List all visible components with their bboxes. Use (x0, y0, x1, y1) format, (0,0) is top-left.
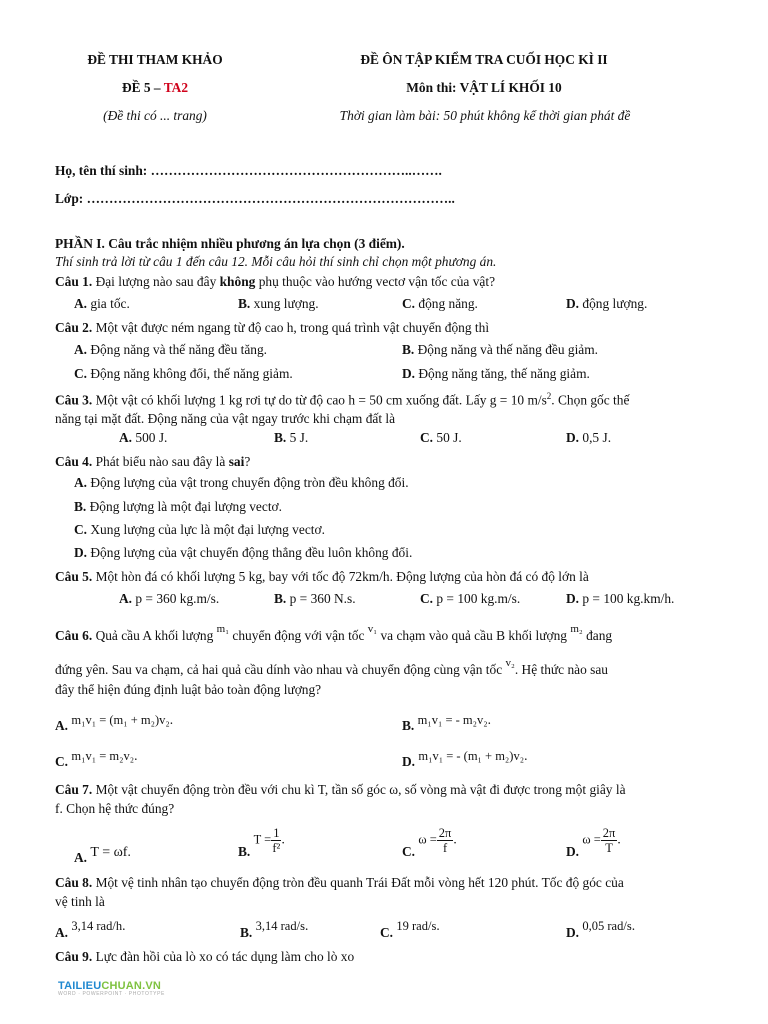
question-2: Câu 2. Một vật được ném ngang từ độ cao h, trong quá trình vật chuyển động thì (55, 320, 490, 335)
question-7: Câu 7. Một vật chuyển động tròn đều với chu kì T, tần số góc ω, số vòng mà vật đi được trong một giây là f. Chọn hệ thức đúng? (55, 782, 626, 816)
site-logo: TAILIEUCHUAN.VN WORD · POWERPOINT · PHOTOTYPE (58, 980, 165, 997)
question-8: Câu 8. Một vệ tinh nhân tạo chuyển động tròn đều quanh Trái Đất mỗi vòng hết 120 phút. Tốc độ góc của vệ tinh là (55, 875, 624, 909)
q3-option-b: B. 5 J. (274, 430, 309, 445)
q6-option-d: D. m₁v₁ = - (m₁ + m₂)v₂. (402, 748, 528, 769)
q8-option-d: D. 0,05 rad/s. (566, 918, 636, 940)
q4-option-b: B. Động lượng là một đại lượng vectơ. (74, 499, 282, 514)
q7-option-d: D. ω = $\frac{2\pi}{T}$ . (566, 826, 621, 859)
question-1: Câu 1. Đại lượng nào sau đây không phụ thuộc vào hướng vectơ vận tốc của vật? (55, 274, 496, 289)
q2-option-b: B. Động năng và thế năng đều giảm. (402, 342, 598, 357)
q5-option-a: A. p = 360 kg.m/s. (119, 591, 220, 606)
question-6-line3: đây thể hiện đúng định luật bảo toàn động lượng? (55, 682, 322, 697)
question-4: Câu 4. Phát biểu nào sau đây là sai? (55, 454, 251, 469)
q8-option-c: C. 19 rad/s. (380, 918, 440, 940)
q4-option-d: D. Động lượng của vật chuyển động thẳng đều luôn không đổi. (74, 545, 413, 560)
part1-instruction: Thí sinh trả lời từ câu 1 đến câu 12. Mỗi câu hỏi thí sinh chỉ chọn một phương án. (55, 254, 497, 269)
question-6-line1: Câu 6. Quả cầu A khối lượng $^{m_1}$ chuyển động với vận tốc $^{v_1}$ va chạm vào quả cầu B khối lượng $^{m_2}$ đang (55, 623, 613, 643)
exam-title: ĐỀ ÔN TẬP KIỂM TRA CUỐI HỌC KÌ II (360, 52, 608, 67)
q6-option-a: A. m₁v₁ = (m₁ + m₂)v₂. (55, 712, 174, 733)
q5-option-d: D. p = 100 kg.km/h. (566, 591, 675, 606)
q3-option-a: A. 500 J. (119, 430, 168, 445)
question-5: Câu 5. Một hòn đá có khối lượng 5 kg, bay với tốc độ 72km/h. Động lượng của hòn đá có độ lớn là (55, 569, 589, 584)
q8-option-b: B. 3,14 rad/s. (240, 918, 309, 940)
q5-option-b: B. p = 360 N.s. (274, 591, 356, 606)
q4-option-a: A. Động lượng của vật trong chuyển động tròn đều không đổi. (74, 475, 409, 490)
question-6-line2: đứng yên. Sau va chạm, cả hai quả cầu dính vào nhau và chuyển động cùng vận tốc $^{v_2}$. Hệ thức nào sau (55, 657, 608, 677)
q7-option-a: A. T = ωf. (74, 844, 131, 865)
q8-option-a: A. 3,14 rad/h. (55, 918, 126, 940)
q6-option-b: B. m₁v₁ = - m₂v₂. (402, 712, 491, 733)
q4-option-c: C. Xung lượng của lực là một đại lượng vectơ. (74, 522, 325, 537)
q3-option-c: C. 50 J. (420, 430, 462, 445)
exam-subject: Môn thi: VẬT LÍ KHỐI 10 (406, 80, 562, 95)
q6-option-c: C. m₁v₁ = m₂v₂. (55, 748, 138, 769)
page-count-note: (Đề thi có ... trang) (103, 108, 207, 123)
q1-option-c: C. động năng. (402, 296, 478, 311)
q2-option-a: A. Động năng và thế năng đều tăng. (74, 342, 268, 357)
q7-option-b: B. T = $\frac{1}{\text{f²}}$ . (238, 826, 285, 859)
exam-code: ĐỀ 5 – TA2 (121, 80, 189, 95)
q7-option-c: C. ω = $\frac{2\pi}{f}$ . (402, 826, 457, 859)
q1-option-b: B. xung lượng. (238, 296, 319, 311)
student-name-line: Họ, tên thí sinh: …………………………………………………..……. (55, 163, 442, 178)
question-9: Câu 9. Lực đàn hồi của lò xo có tác dụng làm cho lò xo (55, 949, 355, 964)
q2-option-c: C. Động năng không đổi, thế năng giảm. (74, 366, 293, 381)
student-class-line: Lớp: ……………………………………………………………………….. (55, 191, 455, 206)
exam-time: Thời gian làm bài: 50 phút không kể thời gian phát đề (339, 108, 631, 123)
q1-option-d: D. động lượng. (566, 296, 648, 311)
q3-option-d: D. 0,5 J. (566, 430, 612, 445)
question-3: Câu 3. Một vật có khối lượng 1 kg rơi tự do từ độ cao h = 50 cm xuống đất. Lấy g = 10 $m/s^2$. Chọn gốc thế năng tại mặt đất. Động năng của vật ngay trước khi chạm đất là (55, 391, 630, 427)
q5-option-c: C. p = 100 kg.m/s. (420, 591, 521, 606)
q1-option-a: A. gia tốc. (74, 296, 130, 311)
exam-type-title: ĐỀ THI THAM KHẢO (87, 52, 223, 67)
part1-title: PHẦN I. Câu trắc nhiệm nhiều phương án lựa chọn (3 điểm). (55, 236, 405, 251)
q2-option-d: D. Động năng tăng, thế năng giảm. (402, 366, 590, 381)
